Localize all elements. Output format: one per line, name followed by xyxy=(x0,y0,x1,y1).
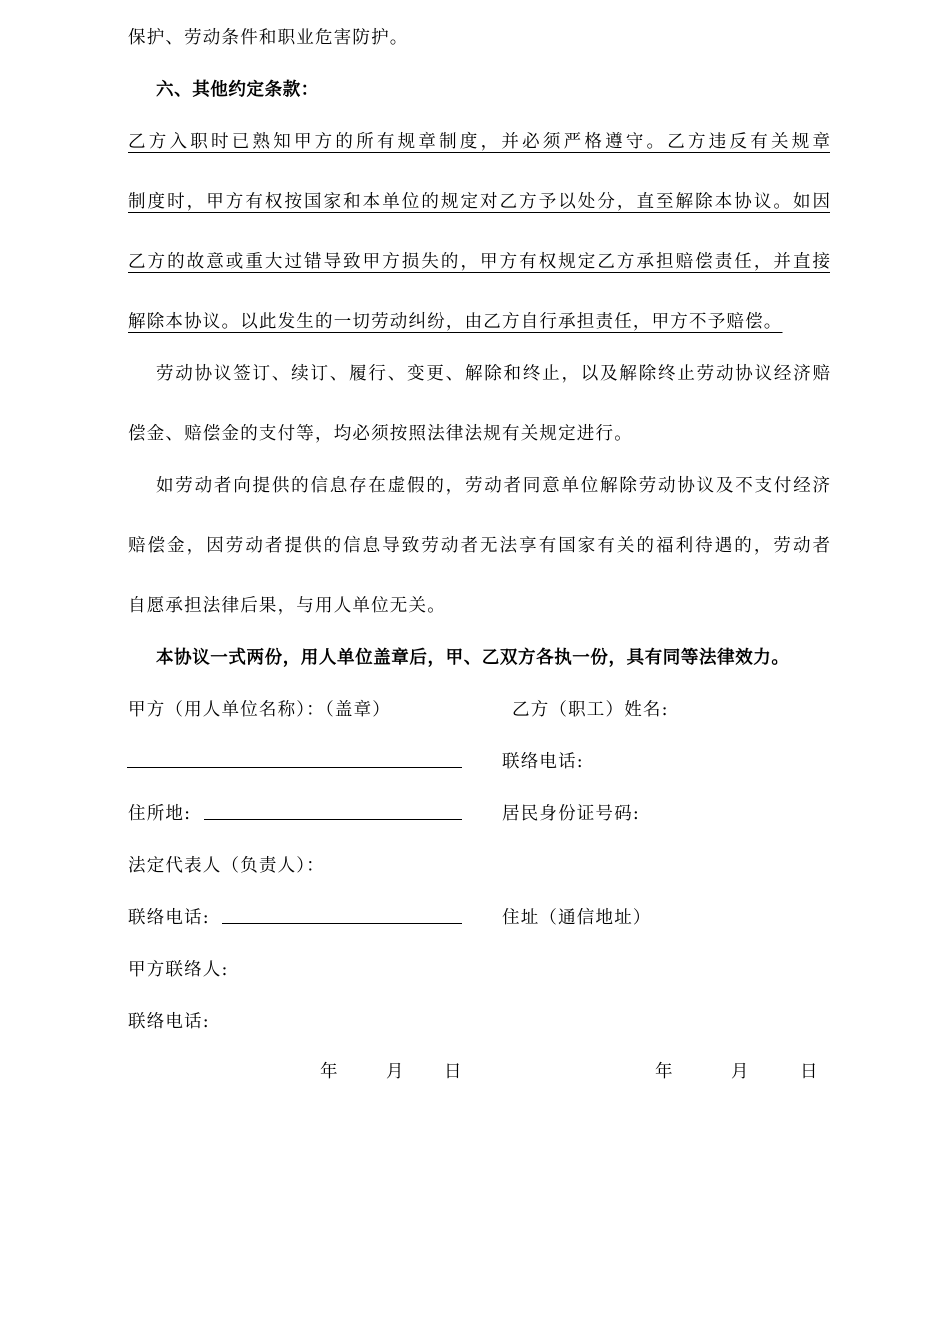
date-day: 日 xyxy=(444,1062,462,1082)
party-a-phone-label: 联络电话: xyxy=(128,908,210,928)
party-a-name-blank xyxy=(127,767,462,768)
party-a-phone-blank xyxy=(222,923,462,924)
party-b-id-label: 居民身份证号码: xyxy=(502,804,640,824)
paragraph-line: 劳动协议签订、续订、履行、变更、解除和终止，以及解除终止劳动协议经济赔 xyxy=(156,364,830,384)
party-a-contact-phone-label: 联络电话: xyxy=(128,1012,210,1032)
party-a-legal-rep-label: 法定代表人（负责人）： xyxy=(128,856,325,876)
underlined-clause-line: 乙方入职时已熟知甲方的所有规章制度，并必须严格遵守。乙方违反有关规章 xyxy=(128,132,830,152)
date-month: 月 xyxy=(386,1062,404,1082)
section-heading: 六、其他约定条款： xyxy=(156,80,319,100)
underlined-clause-line: 解除本协议。以此发生的一切劳动纠纷，由乙方自行承担责任，甲方不予赔偿。 xyxy=(128,312,783,332)
party-a-name-label: 甲方（用人单位名称）：（盖章） xyxy=(128,700,391,720)
paragraph-continuation: 保护、劳动条件和职业危害防护。 xyxy=(128,28,409,48)
date-year: 年 xyxy=(655,1062,673,1082)
date-month: 月 xyxy=(731,1062,749,1082)
paragraph-line: 赔偿金，因劳动者提供的信息导致劳动者无法享有国家有关的福利待遇的，劳动者 xyxy=(128,536,830,556)
party-b-phone-label: 联络电话: xyxy=(502,752,584,772)
party-a-address-label: 住所地: xyxy=(128,804,192,824)
paragraph-line: 如劳动者向提供的信息存在虚假的，劳动者同意单位解除劳动协议及不支付经济 xyxy=(156,476,830,496)
date-year: 年 xyxy=(320,1062,338,1082)
party-b-address-label: 住址（通信地址） xyxy=(502,908,652,928)
party-b-name-label: 乙方（职工）姓名: xyxy=(512,700,669,720)
underlined-clause-line: 制度时，甲方有权按国家和本单位的规定对乙方予以处分，直至解除本协议。如因 xyxy=(128,192,830,212)
paragraph-line: 自愿承担法律后果，与用人单位无关。 xyxy=(128,596,446,616)
party-a-address-blank xyxy=(204,819,462,820)
party-a-contact-label: 甲方联络人: xyxy=(128,960,229,980)
date-day: 日 xyxy=(800,1062,818,1082)
paragraph-line: 偿金、赔偿金的支付等，均必须按照法律法规有关规定进行。 xyxy=(128,424,633,444)
closing-statement: 本协议一式两份，用人单位盖章后，甲、乙双方各执一份，具有同等法律效力。 xyxy=(156,648,790,668)
underlined-clause-line: 乙方的故意或重大过错导致甲方损失的，甲方有权规定乙方承担赔偿责任，并直接 xyxy=(128,252,830,272)
